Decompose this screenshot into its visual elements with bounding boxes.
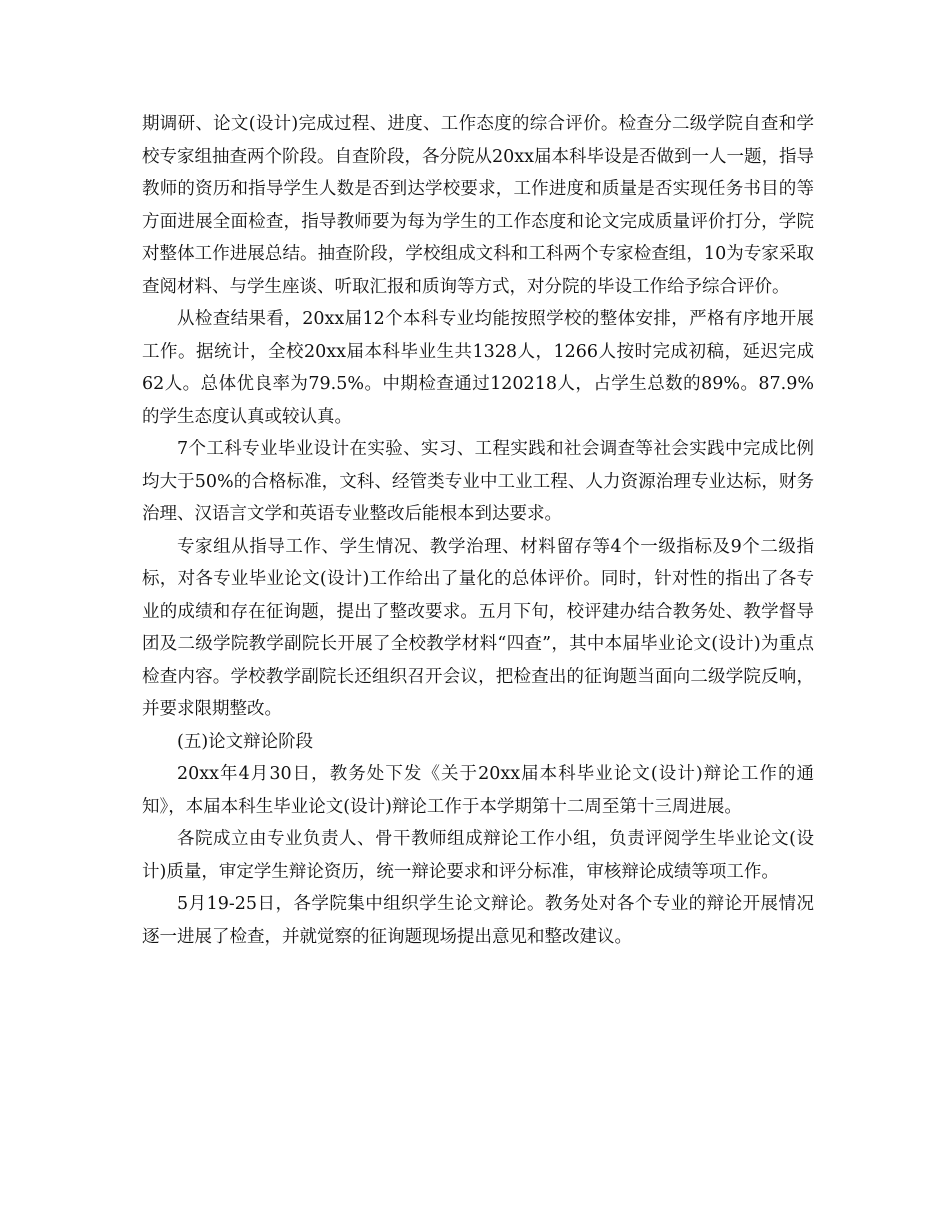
paragraph-expert-evaluation: 专家组从指导工作、学生情况、教学治理、材料留存等4个一级指标及9个二级指标，对各专业毕业论文(设计)工作给出了量化的总体评价。同时，针对性的指出了各专业的成绩和存在征询题，提出了整改要求。五月下旬，校评建办结合教务处、教学督导团及二级学院教学副院长开展了全校教学材料“四查”，其中本届毕业论文(设计)为重点检查内容。学校教学副院长还组织召开会议，把检查出的征询题当面向二级学院反响，并要求限期整改。 bbox=[142, 536, 814, 719]
paragraph-defense-working-group: 各院成立由专业负责人、骨干教师组成辩论工作小组，负责评阅学生毕业论文(设计)质量，审定学生辩论资历，统一辩论要求和评分标准，审核辩论成绩等项工作。 bbox=[142, 829, 814, 882]
paragraph-engineering-majors: 7个工科专业毕业设计在实验、实习、工程实践和社会调查等社会实践中完成比例均大于50%的合格标准，文科、经管类专业中工业工程、人力资源治理专业达标，财务治理、汉语言文学和英语专业整改后能根本到达要求。 bbox=[142, 439, 814, 524]
document-page bbox=[142, 108, 814, 953]
section-heading-defense-stage: (五)论文辩论阶段 bbox=[177, 731, 314, 752]
paragraph-inspection-results: 从检查结果看，20xx届12个本科专业均能按照学校的整体安排，严格有序地开展工作。据统计，全校20xx届本科毕业生共1328人，1266人按时完成初稿，延迟完成62人。总体优良率为79.5%。中期检查通过120218人，占学生总数的89%。87.9%的学生态度认真或较认真。 bbox=[142, 309, 814, 427]
paragraph-inspection-process: 期调研、论文(设计)完成过程、进度、工作态度的综合评价。检查分二级学院自查和学校专家组抽查两个阶段。自查阶段，各分院从20xx届本科毕设是否做到一人一题，指导教师的资历和指导学生人数是否到达学校要求，工作进度和质量是否实现任务书目的等方面进展全面检查，指导教师要为每为学生的工作态度和论文完成质量评价打分，学院对整体工作进展总结。抽查阶段，学校组成文科和工科两个专家检查组，10为专家采取查阅材料、与学生座谈、听取汇报和质询等方式，对分院的毕设工作给予综合评价。 bbox=[142, 114, 815, 297]
paragraph-defense-notice: 20xx年4月30日，教务处下发《关于20xx届本科毕业论文(设计)辩论工作的通知》，本届本科生毕业论文(设计)辩论工作于本学期第十二周至第十三周进展。 bbox=[142, 764, 814, 817]
paragraph-defense-organization: 5月19-25日，各学院集中组织学生论文辩论。教务处对各个专业的辩论开展情况逐一进展了检查，并就觉察的征询题现场提出意见和整改建议。 bbox=[142, 894, 814, 947]
